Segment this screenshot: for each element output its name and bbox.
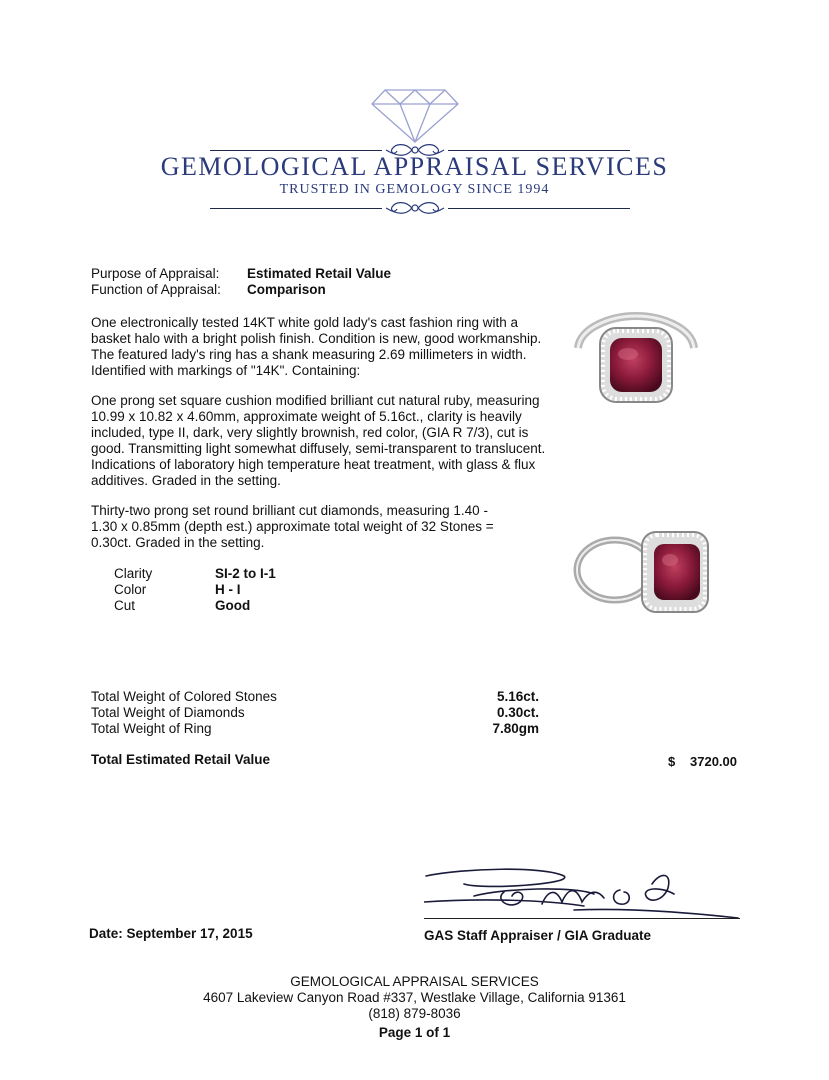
grade-row xyxy=(114,582,276,598)
retail-amount: 3720.00 xyxy=(690,754,737,769)
total-row xyxy=(91,705,551,721)
grade-label: Clarity xyxy=(114,566,153,581)
function-label: Function of Appraisal: xyxy=(91,282,221,297)
page-number: Page 1 of 1 xyxy=(378,1025,451,1040)
appraiser-title: GAS Staff Appraiser / GIA Graduate xyxy=(424,928,652,943)
appraisal-purpose xyxy=(91,266,391,298)
ring-description: One electronically tested 14KT white gold lady's cast fashion ring with a basket halo with a bright polish finish. Condition is new, good workmanship. The featured lady's ring has a shank measuring 2.69 millimeters in width. Identified with markings of "14K". Containing: xyxy=(91,315,542,378)
purpose-label: Purpose of Appraisal: xyxy=(91,266,220,281)
retail-currency: $ xyxy=(668,754,676,769)
grade-value: H - I xyxy=(215,582,241,597)
diamond-description: Thirty-two prong set round brilliant cut diamonds, measuring 1.40 - 1.30 x 0.85mm (depth est.) approximate total weight of 32 Stones = 0.30ct. Graded in the setting. xyxy=(91,503,494,550)
grade-label: Cut xyxy=(114,598,136,613)
appraiser-signature xyxy=(424,862,744,922)
company-title: GEMOLOGICAL APPRAISAL SERVICES xyxy=(160,152,669,181)
grade-label: Color xyxy=(114,582,147,597)
total-row xyxy=(91,721,551,737)
purpose-value: Estimated Retail Value xyxy=(247,266,392,281)
diamond-grades xyxy=(114,566,276,614)
company-tagline: TRUSTED IN GEMOLOGY SINCE 1994 xyxy=(279,182,550,197)
grade-row xyxy=(114,566,276,582)
retail-value-label: Total Estimated Retail Value xyxy=(91,752,271,767)
weight-totals xyxy=(91,689,551,737)
appraisal-date: Date: September 17, 2015 xyxy=(89,926,253,941)
total-row xyxy=(91,689,551,705)
total-label: Total Weight of Colored Stones xyxy=(91,689,277,704)
signature-line xyxy=(424,918,740,919)
total-value: 5.16ct. xyxy=(496,689,539,704)
grade-value: Good xyxy=(215,598,251,613)
total-value: 0.30ct. xyxy=(496,705,539,720)
ruby-description: One prong set square cushion modified brilliant cut natural ruby, measuring 10.99 x 10.82 x 4.60mm, approximate weight of 5.16ct., clarity is heavily included, type II, dark, very slightly brownish, red color, (GIA R 7/3), cut is good. Transmitting light somewhat diffusely, semi-transparent to translucent. Indications of laboratory high temperature heat treatment, with glass & flux additives. Graded in the setting. xyxy=(91,393,546,488)
total-value: 7.80gm xyxy=(492,721,539,736)
bottom-flourish-icon xyxy=(382,199,448,217)
footer-phone: (818) 879-8036 xyxy=(368,1006,461,1021)
grade-row xyxy=(114,598,276,614)
total-label: Total Weight of Diamonds xyxy=(91,705,245,720)
function-value: Comparison xyxy=(247,282,326,297)
ring-side-view-image xyxy=(570,520,710,620)
diamond-logo-icon xyxy=(370,86,460,144)
total-label: Total Weight of Ring xyxy=(91,721,212,736)
footer-company: GEMOLOGICAL APPRAISAL SERVICES xyxy=(290,974,539,989)
ring-top-view-image xyxy=(570,308,702,416)
footer-address: 4607 Lakeview Canyon Road #337, Westlake Village, California 91361 xyxy=(203,990,626,1005)
grade-value: SI-2 to I-1 xyxy=(215,566,276,581)
